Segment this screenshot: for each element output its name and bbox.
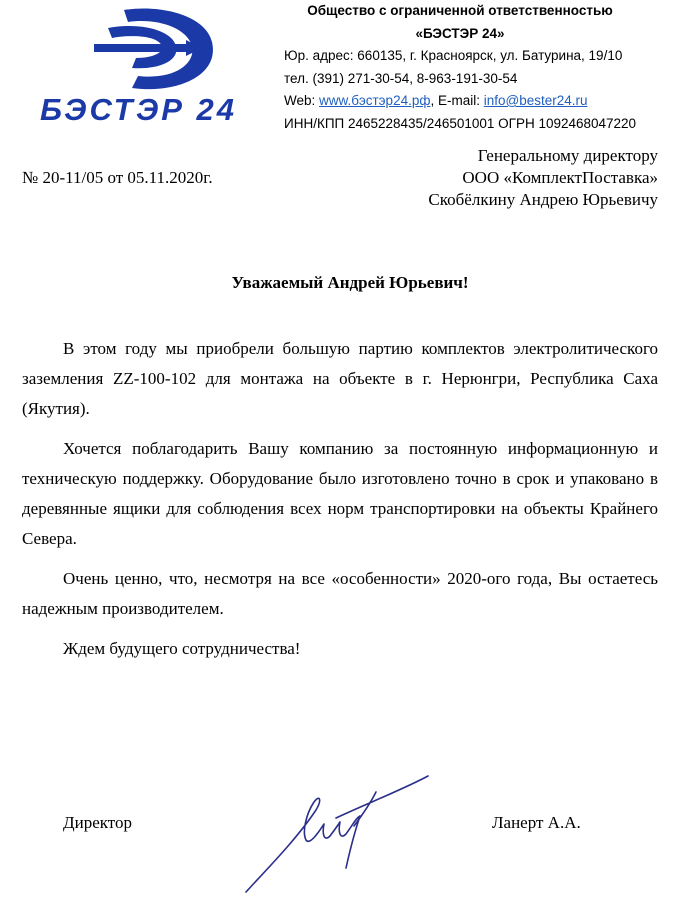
email-link[interactable]: info@bester24.ru [483, 93, 588, 108]
body-paragraph: Ждем будущего сотрудничества! [63, 639, 301, 658]
body-paragraph: В этом году мы приобрели большую партию комплектов электролитического заземления ZZ-100-102 для монтажа на объекте в г. Нерюнгри, Республика Саха (Якутия). [22, 339, 658, 418]
company-ids: ИНН/КПП 2465228435/246501001 ОГРН 1092468047220 [284, 115, 637, 131]
recipient-position: Генеральному директору [477, 146, 658, 165]
recipient-block [428, 145, 658, 211]
company-header [284, 0, 684, 135]
body-paragraph: Очень ценно, что, несмотря на все «особенности» 2020-ого года, Вы остаетесь надежным производителем. [22, 569, 658, 618]
website-link[interactable]: www.бэстэр24.рф [319, 93, 431, 108]
handwritten-signature [236, 770, 436, 898]
body-paragraph: Хочется поблагодарить Вашу компанию за постоянную информационную и техническую поддержку. Оборудование было изготовлено точно в срок и упаковано в деревянные ящики для соблюдения всех норм транспортировки на объекты Крайнего Севера. [22, 439, 658, 548]
recipient-name: Скобёлкину Андрею Юрьевичу [428, 190, 658, 209]
company-type: Общество с ограниченной ответственностью [307, 3, 613, 18]
company-contacts [284, 90, 684, 113]
logo-wordmark: БЭСТЭР 24 [40, 92, 238, 127]
signatory-title: Директор [63, 813, 132, 832]
signatory-name: Ланерт А.А. [492, 813, 581, 832]
company-name: «БЭСТЭР 24» [415, 25, 505, 41]
web-label: Web: [284, 93, 320, 108]
company-phone: тел. (391) 271-30-54, 8-963-191-30-54 [284, 70, 518, 86]
email-label: , E-mail: [430, 93, 484, 108]
company-address: Юр. адрес: 660135, г. Красноярск, ул. Батурина, 19/10 [284, 48, 623, 63]
recipient-company: ООО «КомплектПоставка» [462, 168, 658, 187]
letter-number: № 20-11/05 от 05.11.2020г. [22, 168, 213, 187]
greeting: Уважаемый Андрей Юрьевич! [231, 273, 469, 292]
letter-body [22, 334, 658, 674]
company-logo [36, 4, 248, 132]
